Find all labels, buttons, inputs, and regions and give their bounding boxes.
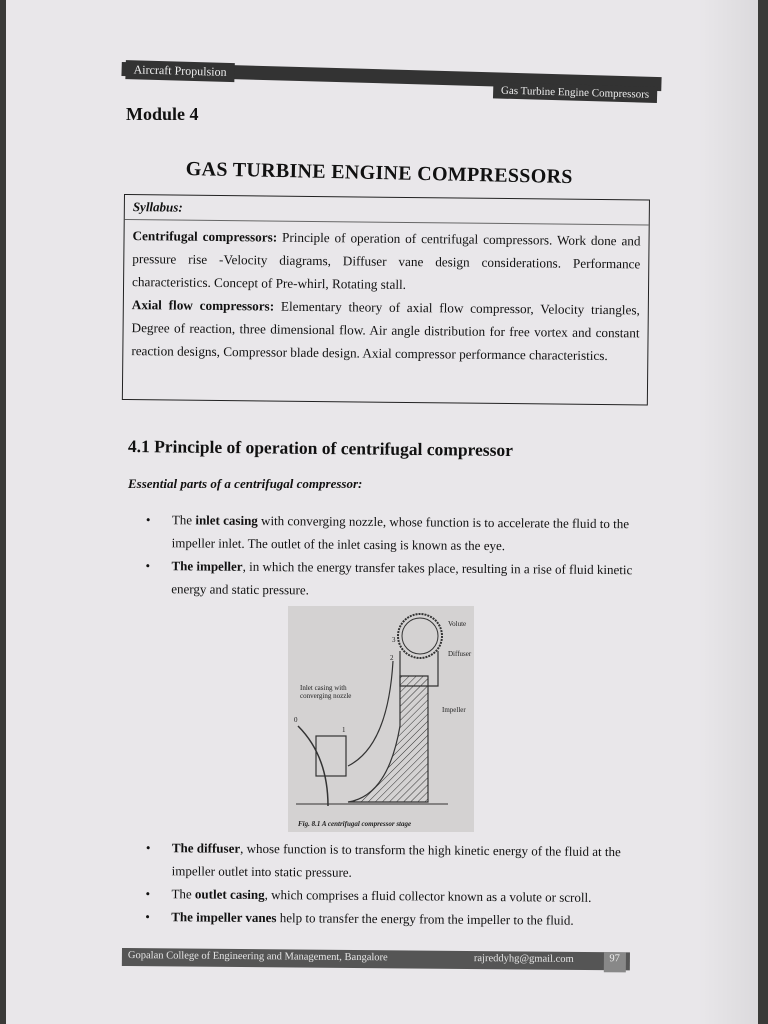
figure-label-inlet: Inlet casing with converging nozzle [300, 684, 352, 700]
footer-email: rajreddyhg@gmail.com [473, 953, 574, 965]
bullet-text: , whose function is to transform the high kinetic energy of the fluid at the impeller outlet into static pressure. [171, 840, 621, 880]
bullet-list-top [145, 508, 656, 604]
bullet-text: with converging nozzle, whose function is to accelerate the fluid to the impeller inlet. The outlet of the inlet casing is known as the eye. [171, 512, 630, 554]
bullet-text: , in which the energy transfer takes place, resulting in a rise of fluid kinetic energy and static pressure. [171, 558, 633, 598]
bullet-bold-term: The impeller vanes [171, 909, 277, 926]
list-item [146, 836, 646, 886]
bullet-icon: • [145, 511, 151, 528]
syllabus-axial-text: Elementary theory of axial flow compressor, Velocity triangles, Degree of reaction, three dimensional flow. Air angle distribution for free vortex and constant reaction designs, Compressor blade design. Axial compressor performance characteristics. [131, 298, 640, 364]
bullet-bold-term: The impeller [171, 558, 243, 574]
bullet-text: help to transfer the energy from the impeller to the fluid. [276, 910, 574, 928]
figure-label-impeller: Impeller [442, 706, 466, 714]
bullet-bold-term: The diffuser [171, 840, 241, 856]
flow-path-line [348, 661, 393, 766]
syllabus-label: Syllabus: [125, 199, 649, 225]
syllabus-box [122, 194, 650, 405]
bullet-text: , which comprises a fluid collector known as a volute or scroll. [264, 887, 592, 905]
page-title: GAS TURBINE ENGINE COMPRESSORS [185, 158, 573, 189]
section-heading: 4.1 Principle of operation of centrifugal compressor [127, 436, 514, 461]
figure-label-station-1: 1 [342, 726, 346, 734]
list-item [145, 905, 645, 932]
figure-caption: Fig. 8.1 A centrifugal compressor stage [298, 820, 412, 828]
header-course-title: Aircraft Propulsion [125, 60, 234, 82]
syllabus-centrifugal-heading: Centrifugal compressors: [132, 228, 278, 245]
bullet-list-bottom [145, 836, 646, 932]
page-shadow [698, 0, 758, 1024]
bullet-bold-term: outlet casing [194, 886, 265, 903]
syllabus-centrifugal [132, 224, 641, 298]
syllabus-axial-heading: Axial flow compressors: [131, 297, 275, 314]
bullet-text: The [171, 886, 196, 902]
bullet-icon: • [145, 557, 151, 574]
module-heading: Module 4 [126, 104, 199, 124]
compressor-figure [288, 606, 474, 832]
header-chapter-title: Gas Turbine Engine Compressors [493, 82, 658, 103]
volute-inner [402, 618, 438, 654]
figure-label-station-2: 2 [390, 654, 394, 662]
syllabus-axial [131, 293, 640, 367]
page-number: 97 [603, 952, 626, 972]
figure-label-station-0: 0 [294, 716, 298, 724]
bullet-bold-term: inlet casing [195, 512, 258, 528]
list-item [146, 508, 656, 558]
bullet-icon: • [145, 885, 151, 902]
inlet-nozzle-shape [316, 736, 346, 776]
bullet-icon: • [145, 908, 150, 925]
figure-label-station-3: 3 [392, 636, 396, 644]
compressor-diagram [288, 606, 474, 832]
syllabus-centrifugal-text: Principle of operation of centrifugal compressors. Work done and pressure rise -Velocity diagrams, Diffuser vane design considerations. Performance characteristics. Concept of Pre-whirl, Rotating stall. [132, 229, 641, 292]
subheading: Essential parts of a centrifugal compressor: [128, 476, 363, 491]
list-item [145, 554, 655, 604]
inlet-casing-shape [298, 726, 328, 806]
figure-label-volute: Volute [448, 620, 467, 628]
bullet-icon: • [145, 839, 151, 856]
figure-label-diffuser: Diffuser [448, 650, 472, 658]
footer-college: Gopalan College of Engineering and Management, Bangalore [127, 950, 388, 964]
bullet-text: The [171, 512, 196, 528]
